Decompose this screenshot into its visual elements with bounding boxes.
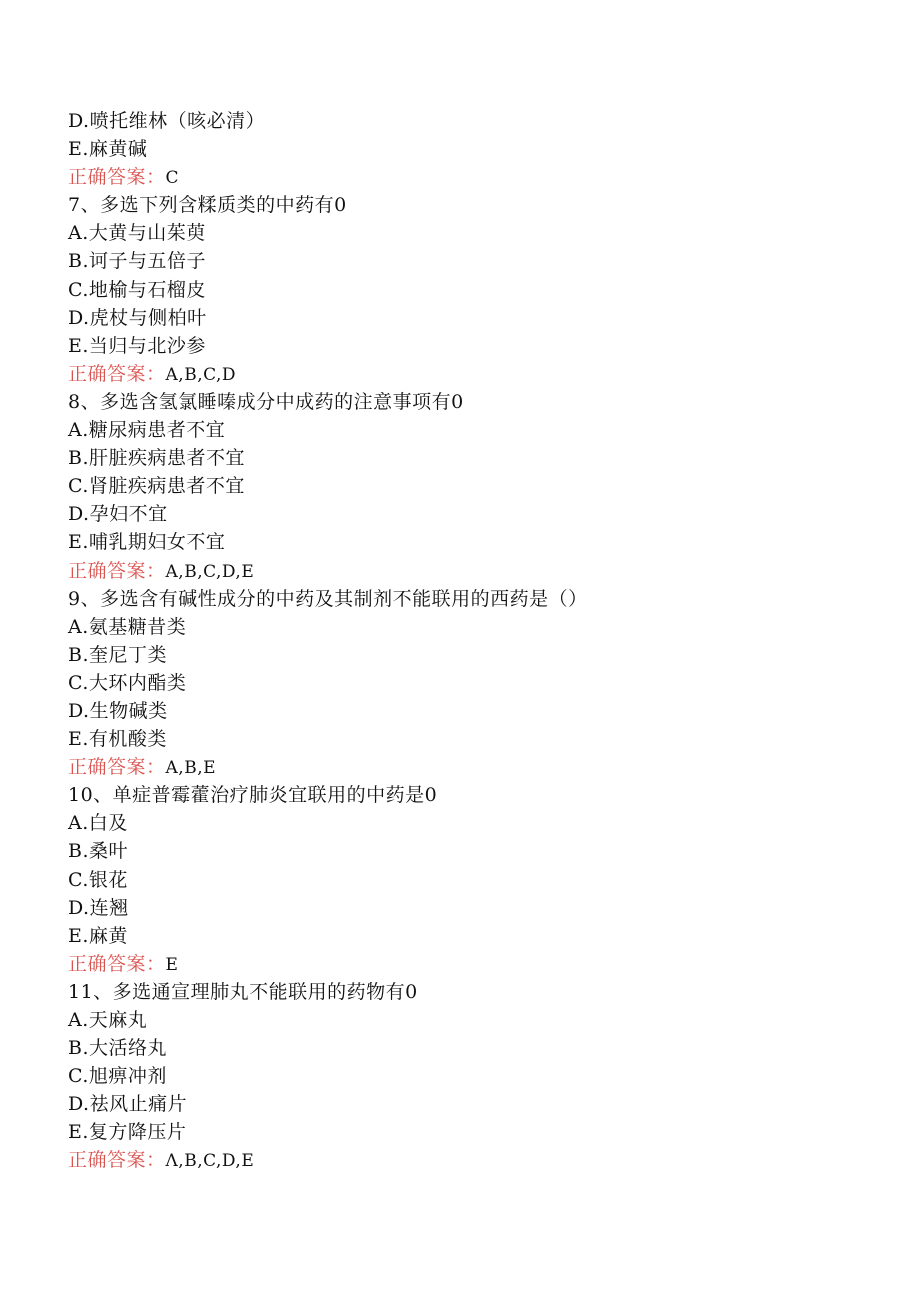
question-line: 8、多选含氢氯睡嗪成分中成药的注意事项有0 [68, 390, 464, 413]
option-line: C.银花 [68, 868, 128, 891]
answer-label: 正确答案： [68, 362, 166, 385]
question-line: 11、多选通宣理肺丸不能联用的药物有0 [68, 980, 418, 1003]
answer-value: A,B,C,D [165, 364, 237, 385]
option-line: E.麻黄 [68, 924, 128, 947]
answer-value: A,B,C,D,E [165, 561, 255, 582]
option-line: D.虎杖与侧柏叶 [68, 306, 207, 329]
option-line: B.肝脏疾病患者不宜 [68, 447, 246, 470]
option-line: B.桑叶 [68, 840, 129, 863]
option-line: E.复方降压片 [68, 1121, 187, 1144]
option-line: D.祛风止痛片 [68, 1093, 188, 1116]
question-line: 9、多选含有碱性成分的中药及其制剂不能联用的西药是（） [68, 587, 588, 610]
option-line: A.白及 [68, 812, 128, 835]
option-line: A.大黄与山茱萸 [68, 222, 206, 245]
answer-line [68, 1146, 868, 1174]
option-line: E.哺乳期妇女不宜 [68, 531, 226, 554]
answer-label: 正确答案： [68, 166, 166, 189]
option-line: D.连翘 [68, 896, 129, 919]
answer-line [68, 950, 868, 978]
answer-line [68, 557, 868, 585]
option-line: A.糖尿病患者不宜 [68, 419, 226, 442]
answer-line [68, 753, 868, 781]
option-line: A.氨基糖昔类 [68, 615, 187, 638]
option-line: B.奎尼丁类 [68, 643, 168, 666]
option-line: E.当归与北沙参 [68, 334, 206, 357]
option-line: C.地榆与石榴皮 [68, 278, 206, 301]
option-line: C.旭痹冲剂 [68, 1065, 167, 1088]
option-line: B.大活络丸 [68, 1037, 168, 1060]
answer-label: 正确答案： [68, 559, 166, 582]
question-line: 10、单症普霉藿治疗肺炎宜联用的中药是0 [68, 784, 438, 807]
answer-value: A,B,E [165, 758, 217, 779]
answer-line [68, 163, 868, 191]
option-line: A.天麻丸 [68, 1009, 148, 1031]
option-line: C.大环内酯类 [68, 671, 187, 694]
option-line: D.生物碱类 [68, 699, 168, 722]
option-line: E.有机酸类 [68, 728, 167, 751]
answer-label: 正确答案： [68, 1149, 166, 1172]
option-line: B.诃子与五倍子 [68, 250, 207, 273]
answer-value: Λ,B,C,D,E [165, 1151, 255, 1172]
answer-line [68, 360, 868, 388]
answer-value: E [165, 954, 179, 975]
answer-label: 正确答案： [68, 756, 166, 779]
option-line: E.麻黄碱 [68, 138, 148, 161]
option-line: C.肾脏疾病患者不宜 [68, 475, 245, 498]
answer-value: C [165, 168, 180, 189]
question-line: 7、多选下列含糅质类的中药有0 [68, 194, 347, 217]
answer-label: 正确答案： [68, 952, 166, 975]
document-page [68, 107, 868, 1175]
option-line: D.孕妇不宜 [68, 503, 168, 526]
option-line: D.喷托维林（咳必清） [68, 110, 266, 132]
